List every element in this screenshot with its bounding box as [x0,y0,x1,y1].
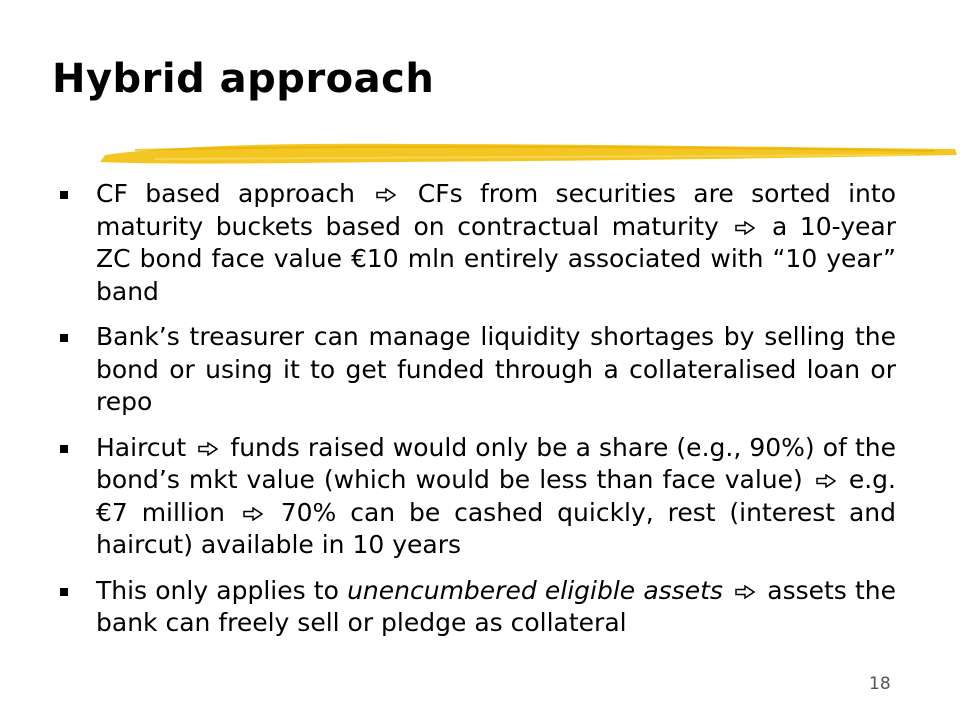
bullet-text: CFs from securities are sorted into maturity buckets based on contractual maturity [96,179,896,241]
bullet-text: a 10-year ZC bond face value €10 mln entirely associated with “10 year” band [96,211,897,306]
slide-title: Hybrid approach [52,56,435,102]
bullet-item [60,321,896,419]
right-arrow-icon [198,442,218,456]
bullet-text: 70% can be cashed quickly, rest (interest and haircut) available in 10 years [96,497,897,559]
right-arrow-icon [243,507,263,521]
bullet-item [60,178,896,308]
square-bullet-icon [60,588,68,596]
square-bullet-icon [60,334,68,342]
right-arrow-icon [735,585,755,599]
bullet-text: This only applies to [96,575,339,605]
page-number: 18 [869,674,891,694]
yellow-brush-stroke [95,135,960,175]
square-bullet-icon [60,445,68,453]
bullet-text: funds raised would only be a share (e.g., 90%) of the bond’s mkt value (which would be less than face value) [96,432,897,494]
right-arrow-icon [816,474,836,488]
bullet-text: Bank’s treasurer can manage liquidity shortages by selling the bond or using it to get funded through a collateralised loan or repo [96,322,896,416]
square-bullet-icon [60,191,68,199]
right-arrow-icon [735,221,755,235]
bullet-text: e.g. €7 million [96,465,897,527]
emphasis-text: unencumbered eligible assets [347,575,723,605]
bullet-item [60,432,896,562]
bullet-item [60,575,896,640]
bullet-text: assets the bank can freely sell or pledge as collateral [96,575,897,637]
bullet-text: CF based approach [96,179,356,208]
bullet-list [60,178,896,653]
right-arrow-icon [376,188,396,202]
bullet-text: Haircut [96,432,187,462]
